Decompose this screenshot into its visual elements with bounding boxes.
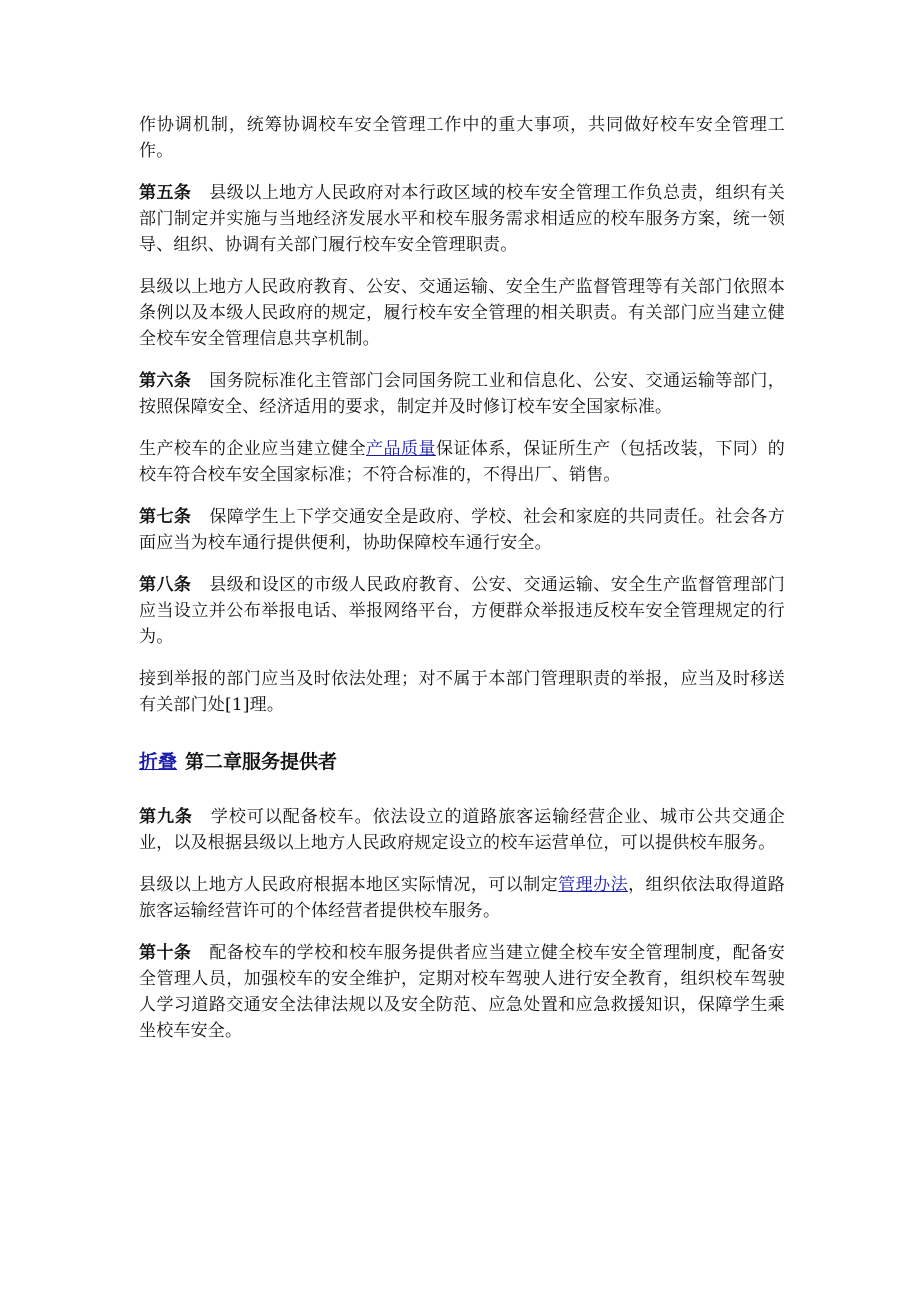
- article-number: 第七条: [139, 507, 192, 527]
- paragraph-departments: [139, 274, 785, 352]
- article-10: [139, 940, 785, 1044]
- article-7: [139, 504, 785, 556]
- paragraph-text: 作协调机制，统筹协调校车安全管理工作中的重大事项，共同做好校车安全管理工作。: [139, 115, 785, 161]
- paragraph-text-before: 生产校车的企业应当建立健全: [139, 439, 367, 459]
- paragraph-text: 县级以上地方人民政府教育、公安、交通运输、安全生产监督管理等有关部门依照本条例以及本级人民政府的规定，履行校车安全管理的相关职责。有关部门应当建立健全校车安全管理信息共享机制。: [139, 277, 785, 349]
- chapter-title: 第二章服务提供者: [185, 751, 338, 773]
- article-text: 配备校车的学校和校车服务提供者应当建立健全校车安全管理制度，配备安全管理人员，加强校车的安全维护，定期对校车驾驶人进行安全教育，组织校车驾驶人学习道路交通安全法律法规以及安全防范、应急处置和应急救援知识，保障学生乘坐校车安全。: [139, 943, 785, 1041]
- paragraph-continuation: [139, 112, 785, 164]
- article-number: 第九条: [139, 807, 193, 827]
- article-6: [139, 368, 785, 420]
- paragraph-text: 接到举报的部门应当及时依法处理；对不属于本部门管理职责的举报，应当及时移送有关部门处[1]理。: [139, 669, 785, 715]
- product-quality-link[interactable]: 产品质量: [366, 439, 436, 459]
- chapter-heading: [139, 748, 785, 776]
- paragraph-text-after: ，组织依法取得道路旅客运输经营许可的个体经营者提供校车服务。: [139, 875, 785, 921]
- paragraph-product-quality: [139, 436, 785, 488]
- paragraph-report-handling: [139, 666, 785, 718]
- article-text: 县级以上地方人民政府对本行政区域的校车安全管理工作负总责，组织有关部门制定并实施与当地经济发展水平和校车服务需求相适应的校车服务方案，统一领导、组织、协调有关部门履行校车安全管理职责。: [139, 183, 785, 255]
- management-measures-link[interactable]: 管理办法: [558, 875, 629, 895]
- document-page: [139, 112, 785, 1060]
- article-text: 国务院标准化主管部门会同国务院工业和信息化、公安、交通运输等部门，按照保障安全、经济适用的要求，制定并及时修订校车安全国家标准。: [139, 371, 785, 417]
- article-text: 保障学生上下学交通安全是政府、学校、社会和家庭的共同责任。社会各方面应当为校车通行提供便利，协助保障校车通行安全。: [139, 507, 785, 553]
- article-number: 第八条: [139, 575, 192, 595]
- article-number: 第十条: [139, 943, 192, 963]
- paragraph-text-before: 县级以上地方人民政府根据本地区实际情况，可以制定: [139, 875, 559, 895]
- article-9: [139, 804, 785, 856]
- paragraph-text-after: 保证体系，保证所生产（包括改装，下同）的校车符合校车安全国家标准；不符合标准的，不得出厂、销售。: [139, 439, 785, 485]
- article-8: [139, 572, 785, 650]
- article-text: 县级和设区的市级人民政府教育、公安、交通运输、安全生产监督管理部门应当设立并公布举报电话、举报网络平台，方便群众举报违反校车安全管理规定的行为。: [139, 575, 785, 647]
- article-number: 第五条: [139, 183, 192, 203]
- collapse-toggle-link[interactable]: 折叠: [139, 751, 178, 773]
- article-5: [139, 180, 785, 258]
- article-text: 学校可以配备校车。依法设立的道路旅客运输经营企业、城市公共交通企业，以及根据县级以上地方人民政府规定设立的校车运营单位，可以提供校车服务。: [139, 807, 785, 853]
- paragraph-management-measures: [139, 872, 785, 924]
- article-number: 第六条: [139, 371, 192, 391]
